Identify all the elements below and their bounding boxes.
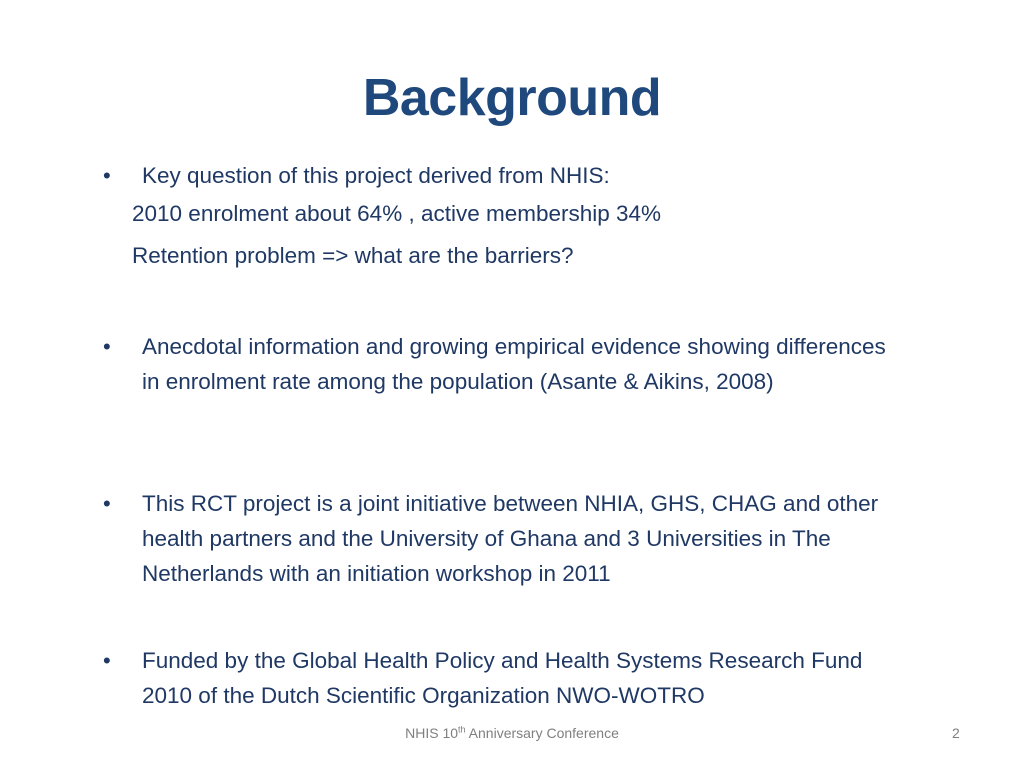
slide-title: Background	[362, 69, 662, 127]
bullet-symbol: •	[103, 334, 111, 359]
bullet-symbol: •	[103, 163, 111, 188]
bullet-text: Key question of this project derived from NHIS:	[142, 163, 610, 188]
bullet-item-1	[103, 158, 943, 276]
footer-text	[0, 725, 1024, 741]
bullet-text: Funded by the Global Health Policy and Health Systems Research Fund 2010 of the Dutch Scientific Organization NWO-WOTRO	[142, 648, 863, 708]
page-number: 2	[952, 725, 960, 741]
bullet-symbol: •	[103, 648, 111, 673]
bullet-symbol: •	[103, 491, 111, 516]
footer-suffix: Anniversary Conference	[465, 725, 619, 741]
footer-prefix: NHIS 10	[405, 725, 459, 741]
bullet-item-3	[103, 486, 933, 591]
bullet-text: Anecdotal information and growing empirical evidence showing differences in enrolment rate among the population (Asante & Aikins, 2008)	[142, 334, 886, 394]
bullet-text: This RCT project is a joint initiative between NHIA, GHS, CHAG and other health partners and the University of Ghana and 3 Universities in The Netherlands with an initiation workshop in 2011	[142, 491, 879, 586]
sub-line: 2010 enrolment about 64% , active membership 34%	[132, 201, 662, 226]
bullet-item-2	[103, 329, 903, 399]
sub-line: Retention problem => what are the barriers?	[132, 242, 574, 268]
bullet-item-4	[103, 643, 918, 713]
footer-superscript: th	[458, 724, 466, 735]
